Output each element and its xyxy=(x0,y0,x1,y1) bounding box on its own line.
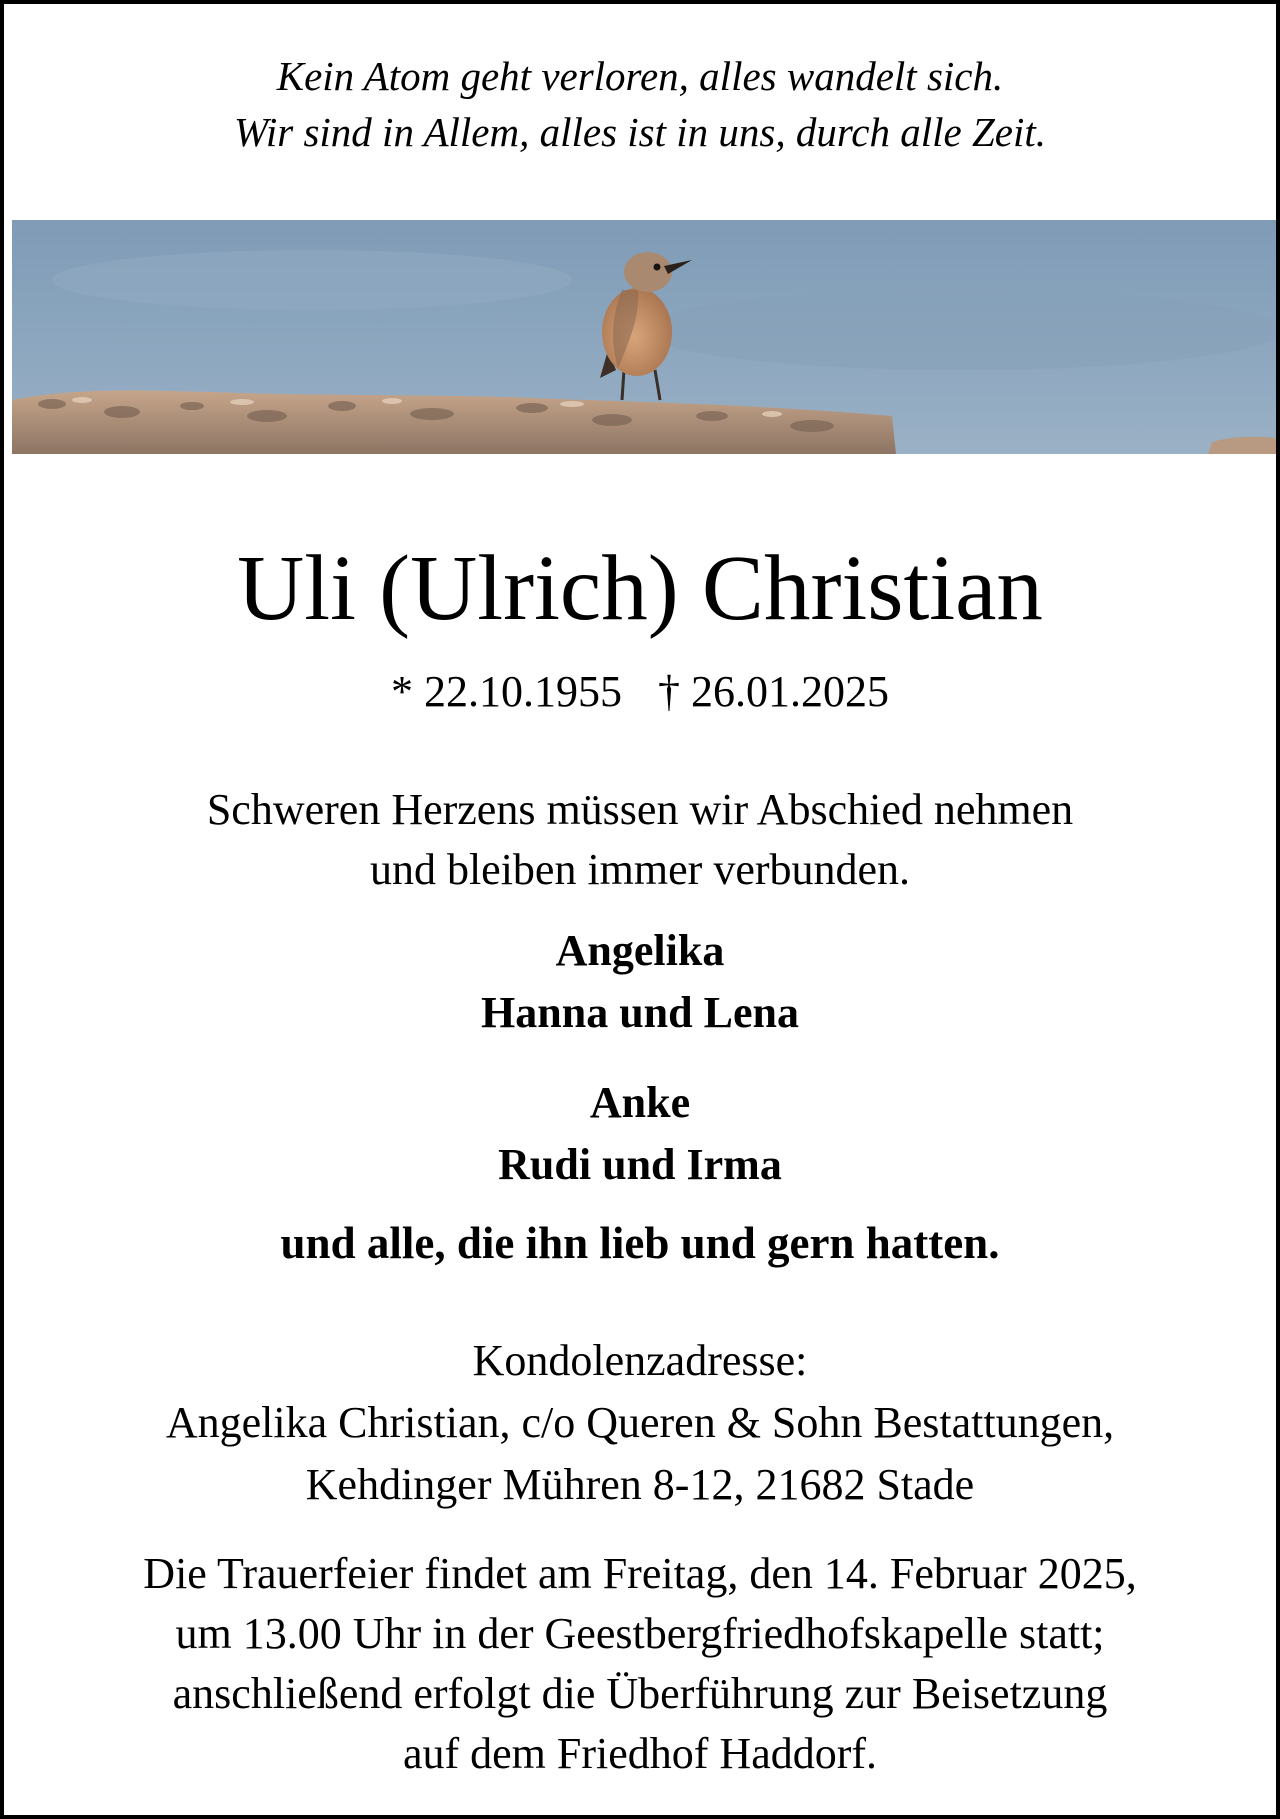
service-line: Die Trauerfeier findet am Freitag, den 14. Februar 2025, xyxy=(143,1549,1137,1598)
life-dates xyxy=(4,666,1276,718)
service-line: anschließend erfolgt die Überführung zur Beisetzung xyxy=(172,1669,1108,1718)
mourner-name: Rudi und Irma xyxy=(498,1140,782,1189)
motto-line: Kein Atom geht verloren, alles wandelt sich. xyxy=(276,53,1004,99)
farewell-line: und bleiben immer verbunden. xyxy=(369,845,911,894)
others-line: und alle, die ihn lieb und gern hatten. xyxy=(280,1218,1000,1268)
mourner-name: Anke xyxy=(589,1078,691,1127)
bird-on-rocks-image xyxy=(12,220,1276,454)
birth-date: * 22.10.1955 xyxy=(391,667,622,716)
death-date: † 26.01.2025 xyxy=(658,667,889,716)
farewell-text xyxy=(4,780,1276,900)
mourner-name: Angelika xyxy=(555,926,725,975)
motto-line: Wir sind in Allem, alles ist in uns, durch alle Zeit. xyxy=(233,109,1047,155)
motto-quote xyxy=(4,48,1276,160)
bird-photo-svg xyxy=(12,220,1276,454)
address-line: Kehdinger Mühren 8-12, 21682 Stade xyxy=(305,1460,975,1509)
family-group xyxy=(4,1072,1276,1196)
farewell-line: Schweren Herzens müssen wir Abschied nehmen xyxy=(206,785,1074,834)
condolence-address xyxy=(4,1330,1276,1516)
address-line: Angelika Christian, c/o Queren & Sohn Bestattungen, xyxy=(165,1398,1115,1447)
family-group xyxy=(4,920,1276,1044)
service-line: um 13.00 Uhr in der Geestbergfriedhofskapelle statt; xyxy=(175,1609,1105,1658)
deceased-name: Uli (Ulrich) Christian xyxy=(237,537,1043,640)
funeral-service-info xyxy=(4,1544,1276,1784)
mourner-name: Hanna und Lena xyxy=(481,988,799,1037)
service-line: auf dem Friedhof Haddorf. xyxy=(402,1729,878,1778)
address-line: Kondolenzadresse: xyxy=(472,1336,808,1385)
